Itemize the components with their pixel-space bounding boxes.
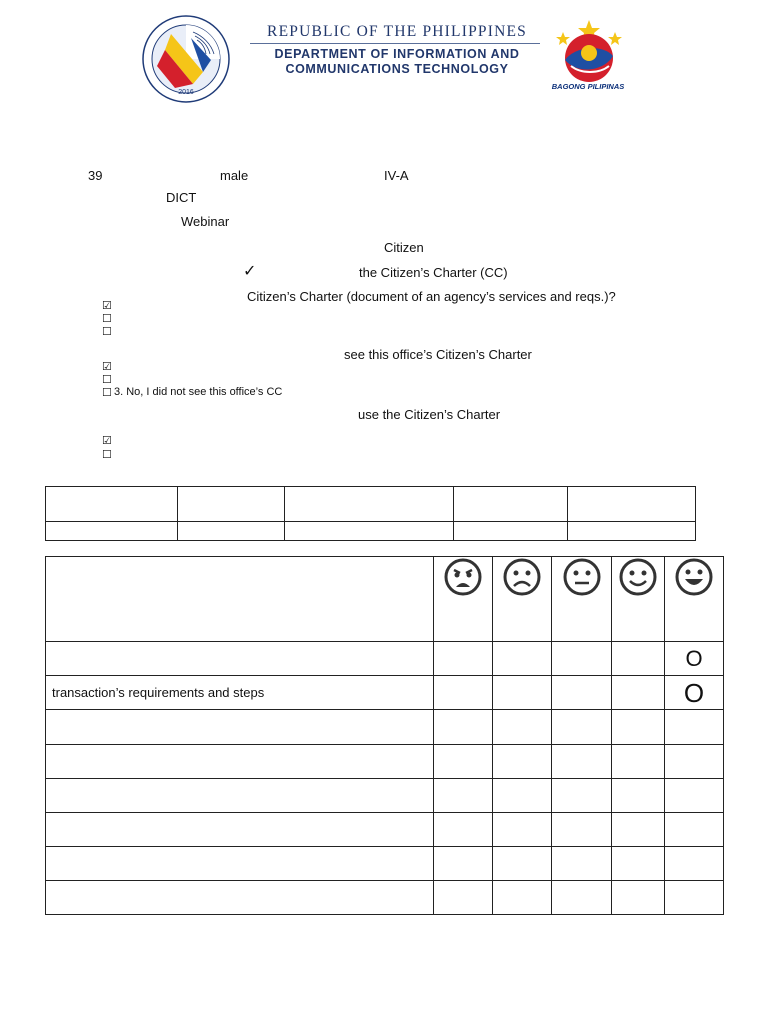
question-cell [46, 744, 434, 778]
info-cell[interactable] [285, 522, 454, 541]
rating-header-row [46, 557, 724, 642]
service-value: Webinar [181, 214, 230, 229]
cc2-option-3-checkbox[interactable]: ☐ [102, 387, 112, 399]
svg-text:2016: 2016 [178, 89, 194, 96]
rating-cell[interactable] [434, 744, 493, 778]
cc-section-title: the Citizen’s Charter (CC) [359, 265, 508, 280]
department-line-1: DEPARTMENT OF INFORMATION AND [274, 47, 520, 61]
bagong-pilipinas-text: BAGONG PILIPINAS [551, 82, 625, 91]
rating-cell[interactable] [612, 812, 665, 846]
info-cell [178, 487, 285, 522]
face-header-cell [665, 557, 724, 642]
info-cell [568, 487, 696, 522]
rating-cell[interactable] [612, 744, 665, 778]
rating-cell[interactable] [612, 642, 665, 676]
face-header-cell [493, 557, 552, 642]
rating-cell[interactable] [552, 778, 612, 812]
rating-cell[interactable] [493, 642, 552, 676]
face-header-cell [552, 557, 612, 642]
bagong-pilipinas-logo [553, 16, 625, 84]
cc3-option-2-checkbox[interactable]: ☐ [102, 449, 112, 461]
rating-cell[interactable] [552, 880, 612, 914]
satisfied-face-icon [616, 557, 660, 597]
region-value: IV-A [384, 168, 409, 183]
rating-cell[interactable] [552, 744, 612, 778]
info-cell[interactable] [46, 522, 178, 541]
cc2-option-3-label: 3. No, I did not see this office’s CC [114, 386, 283, 398]
rating-table [45, 556, 724, 915]
question-cell [46, 710, 434, 744]
rating-cell[interactable] [434, 880, 493, 914]
rating-cell[interactable] [552, 846, 612, 880]
question-cell [46, 642, 434, 676]
info-cell[interactable] [178, 522, 285, 541]
rating-cell[interactable] [493, 676, 552, 710]
rating-cell[interactable] [493, 710, 552, 744]
dict-seal-logo [141, 14, 231, 104]
cc3-question: use the Citizen’s Charter [358, 407, 501, 422]
question-cell [46, 812, 434, 846]
rating-cell[interactable] [434, 778, 493, 812]
rating-cell[interactable] [552, 642, 612, 676]
rating-cell[interactable] [493, 812, 552, 846]
rating-cell[interactable] [612, 710, 665, 744]
rating-cell[interactable] [434, 642, 493, 676]
cc1-question: Citizen’s Charter (document of an agency’s services and reqs.)? [247, 289, 616, 304]
rating-cell[interactable] [665, 812, 724, 846]
rating-row [46, 676, 724, 710]
cc1-option-2-checkbox[interactable]: ☐ [102, 313, 112, 325]
rating-cell[interactable] [612, 676, 665, 710]
rating-row [46, 778, 724, 812]
question-cell: transaction’s requirements and steps [46, 676, 434, 710]
rating-cell[interactable] [493, 846, 552, 880]
cc2-question: see this office’s Citizen’s Charter [344, 347, 532, 362]
cc2-option-2-checkbox[interactable]: ☐ [102, 374, 112, 386]
info-cell[interactable] [454, 522, 568, 541]
info-cell [454, 487, 568, 522]
rating-row [46, 812, 724, 846]
face-header-cell [434, 557, 493, 642]
question-header-cell [46, 557, 434, 642]
rating-cell[interactable] [434, 676, 493, 710]
rating-row [46, 744, 724, 778]
rating-row [46, 846, 724, 880]
face-header-cell [612, 557, 665, 642]
rating-cell[interactable] [612, 846, 665, 880]
rating-cell[interactable] [493, 778, 552, 812]
rating-cell[interactable] [493, 744, 552, 778]
agency-value: DICT [166, 190, 197, 205]
rating-cell[interactable] [665, 880, 724, 914]
rating-cell[interactable] [665, 778, 724, 812]
info-table-value-row [46, 522, 696, 541]
info-table-header-row [46, 487, 696, 522]
question-cell [46, 846, 434, 880]
dict-seal-icon [141, 14, 231, 104]
rating-cell[interactable] [434, 846, 493, 880]
rating-cell[interactable] [665, 846, 724, 880]
rating-row [46, 880, 724, 914]
client-type-value: Citizen [384, 240, 424, 255]
cc3-option-1-checkbox[interactable]: ☑ [102, 435, 112, 447]
rating-row [46, 642, 724, 676]
cc2-option-1-checkbox[interactable]: ☑ [102, 361, 112, 373]
rating-cell[interactable] [434, 710, 493, 744]
info-cell [285, 487, 454, 522]
department-name [253, 47, 541, 77]
rating-cell[interactable] [552, 676, 612, 710]
department-line-2: COMMUNICATIONS TECHNOLOGY [285, 62, 509, 76]
rating-cell[interactable] [552, 812, 612, 846]
rating-cell[interactable] [552, 710, 612, 744]
very-satisfied-face-icon [672, 557, 716, 597]
checkmark-icon: ✓ [243, 263, 257, 280]
neutral-face-icon [560, 557, 604, 597]
very-dissatisfied-face-icon [441, 557, 485, 597]
rating-cell[interactable] [665, 744, 724, 778]
rating-mark[interactable]: O [665, 676, 724, 710]
info-cell[interactable] [568, 522, 696, 541]
header-divider [250, 43, 540, 44]
rating-cell[interactable] [493, 880, 552, 914]
info-cell [46, 487, 178, 522]
sex-value: male [220, 168, 249, 183]
age-value: 39 [88, 168, 103, 183]
rating-row [46, 710, 724, 744]
republic-heading: REPUBLIC OF THE PHILIPPINES [267, 23, 527, 40]
dissatisfied-face-icon [500, 557, 544, 597]
cc1-option-3-checkbox[interactable]: ☐ [102, 326, 112, 338]
rating-cell[interactable] [434, 812, 493, 846]
bagong-pilipinas-icon [553, 16, 625, 84]
cc1-option-1-checkbox[interactable]: ☑ [102, 300, 112, 312]
rating-cell[interactable] [665, 710, 724, 744]
rating-mark[interactable]: O [665, 642, 724, 676]
rating-cell[interactable] [612, 778, 665, 812]
question-cell [46, 880, 434, 914]
rating-cell[interactable] [612, 880, 665, 914]
info-table [45, 486, 696, 541]
question-cell [46, 778, 434, 812]
